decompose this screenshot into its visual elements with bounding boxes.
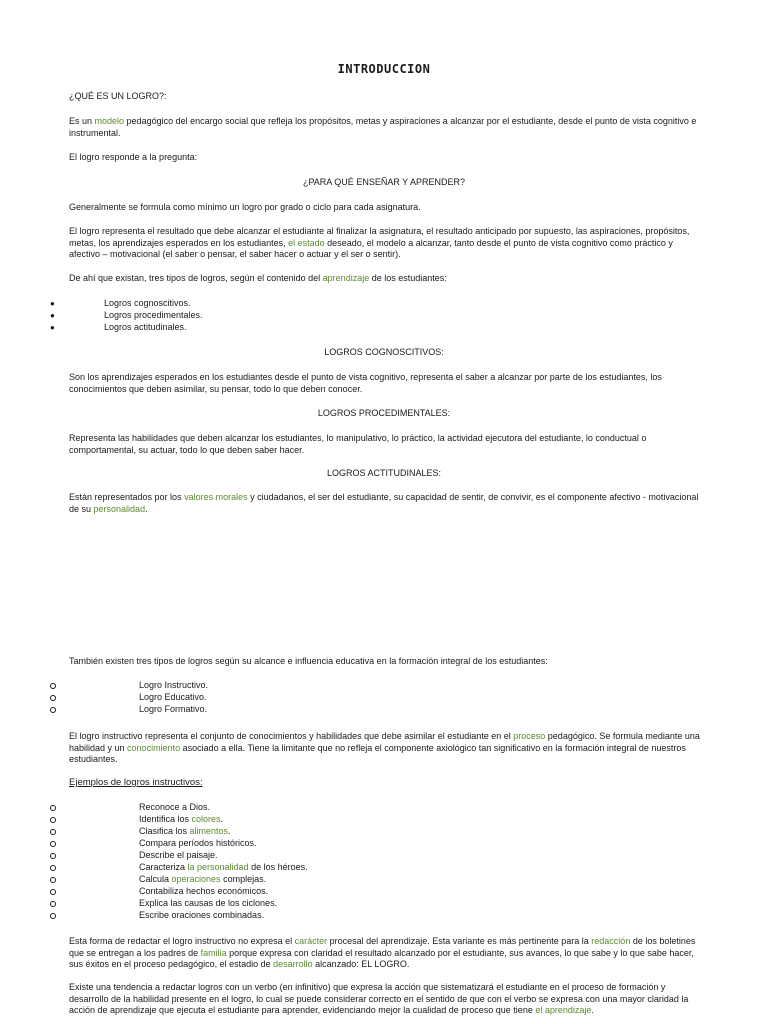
link-desarrollo[interactable]: desarrollo	[273, 959, 313, 969]
text-run: y ciudadanos, el ser del estudiante, su capacidad de sentir, de convivir, es el componente afectivo - motivacional de su	[69, 492, 699, 514]
text-run: El logro representa el resultado que debe alcanzar el estudiante al finalizar la asignatura, el resultado anticipado por supuesto, las aspiraciones, propósitos, metas, los aprendizajes esperados en los estudiantes,	[69, 226, 690, 248]
circle-bullet-icon	[50, 805, 56, 811]
section-heading-actitudinales: LOGROS ACTITUDINALES:	[326, 468, 442, 478]
list-item	[139, 850, 218, 862]
circle-bullet-icon	[50, 707, 56, 713]
list-item: Logros actitudinales.	[104, 322, 187, 332]
text-run: Es un	[69, 116, 95, 126]
list-item: Logros procedimentales.	[104, 310, 203, 320]
text-run: .	[228, 826, 231, 836]
link-conocimiento[interactable]: conocimiento	[127, 742, 181, 753]
text-run: .	[220, 814, 224, 824]
text-run: deseado, el modelo a alcanzar, tanto desde el punto de vista cognitivo como práctico y afectivo – motivacional (el saber o pensar, el saber hacer o actuar y el ser o sentir).	[69, 237, 673, 259]
text-run: de los boletines que se entregan a los padres de	[69, 936, 696, 958]
text-run: de los héroes.	[248, 862, 308, 872]
text-run: Calcula	[139, 874, 172, 884]
circle-bullet-icon	[50, 913, 56, 919]
link-familia[interactable]: familia	[200, 947, 227, 958]
link-modelo[interactable]: modelo	[94, 116, 125, 126]
bullet-icon: ●	[50, 299, 55, 308]
paragraph-tendencia	[69, 982, 701, 1017]
text-run: De ahí que existan, tres tipos de logros, según el contenido del	[69, 273, 323, 283]
text-run: pedagógico del encargo social que refleja los propósitos, metas y aspiraciones a alcanzar por el estudiante, desde el punto de vista cognitivo e instrumental.	[69, 116, 697, 138]
link-la-personalidad[interactable]: la personalidad	[187, 862, 249, 872]
text-run: Clasifica los	[139, 826, 190, 836]
text-run: Existe una tendencia a redactar logros con un verbo (en infinitivo) que expresa la acción que sistematizará el estudiante en el proceso de formación y desarrollo de la habilidad presente en el logro, lo cual se puede considerar correcto en el sentido de que con el verbo se expresa con una mayor claridad la acción de aprendizaje que ejecuta el estudiante para aprender, evidenciando mejor la cualidad de proceso que tiene	[69, 982, 689, 1015]
text-run: Caracteriza	[139, 862, 188, 872]
circle-bullet-icon	[50, 683, 56, 689]
link-colores[interactable]: colores	[191, 814, 221, 824]
examples-heading: Ejemplos de logros instructivos:	[69, 777, 203, 788]
link-aprendizaje[interactable]: aprendizaje	[322, 273, 370, 283]
link-proceso[interactable]: proceso	[513, 731, 546, 741]
circle-bullet-icon	[50, 901, 56, 907]
link-valores-morales[interactable]: valores morales	[184, 492, 248, 502]
page-title: INTRODUCCION	[337, 62, 431, 76]
list-item	[139, 886, 268, 898]
text-run: Identifica los	[139, 814, 192, 824]
text-run: Están representados por los	[69, 492, 185, 502]
text-run: procesal del aprendizaje. Esta variante es más pertinente para la	[327, 936, 592, 946]
paragraph-question-intro: El logro responde a la pregunta:	[69, 152, 198, 162]
paragraph-alcance: También existen tres tipos de logros según su alcance e influencia educativa en la formación integral de los estudiantes:	[69, 656, 548, 666]
paragraph-definition	[69, 116, 701, 139]
circle-bullet-icon	[50, 829, 56, 835]
circle-bullet-icon	[50, 889, 56, 895]
text-run: porque expresa con claridad el resultado alcanzado por el estudiante, sus avances, lo que sabe y lo que sabe hacer, sus éxitos en el proceso pedagógico, el estadio de	[69, 947, 694, 969]
circle-bullet-icon	[50, 817, 56, 823]
text-run: Explica las causas de los ciclones.	[139, 898, 278, 908]
list-item	[139, 826, 231, 838]
text-run: de los estudiantes:	[369, 273, 447, 283]
text-run: El logro instructivo representa el conjunto de conocimientos y habilidades que debe asimilar el estudiante en el	[69, 731, 514, 741]
link-redaccion[interactable]: redacción	[591, 936, 631, 946]
link-el-aprendizaje[interactable]: el aprendizaje	[535, 1005, 592, 1015]
text-run: Escribe oraciones combinadas.	[139, 910, 265, 920]
link-caracter[interactable]: carácter	[294, 936, 328, 946]
list-item	[139, 910, 264, 922]
text-run: Reconoce a Dios.	[139, 802, 211, 812]
circle-bullet-icon	[50, 877, 56, 883]
paragraph-boletines	[69, 936, 701, 971]
circle-bullet-icon	[50, 865, 56, 871]
list-item: Logro Educativo.	[139, 692, 207, 702]
text-run: asociado a ella. Tiene la limitante que no refleja el componente axiológico tan significativo en la formación integral de nuestros estudiantes.	[69, 742, 686, 764]
bullet-icon: ●	[50, 311, 55, 320]
paragraph-cognoscitivos: Son los aprendizajes esperados en los estudiantes desde el punto de vista cognitivo, representa el saber a alcanzar por parte de los estudiantes, los conocimientos que deben asimilar, su pensar, todo lo que deben conocer.	[69, 372, 662, 394]
list-item: Logros cognoscitivos.	[104, 298, 191, 308]
list-item	[139, 802, 210, 814]
text-run: .	[591, 1005, 594, 1015]
paragraph-represents	[69, 226, 701, 261]
text-run: Compara períodos históricos.	[139, 838, 257, 848]
circle-bullet-icon	[50, 695, 56, 701]
section-heading-cognoscitivos: LOGROS COGNOSCITIVOS:	[324, 347, 444, 357]
paragraph-types	[69, 273, 701, 285]
paragraph-procedimentales: Representa las habilidades que deben alcanzar los estudiantes, lo manipulativo, lo práctico, la actividad ejecutora del estudiante, lo conductual o comportamental, su actuar, todo lo que deben saber hacer.	[69, 433, 647, 455]
link-el-estado[interactable]: el estado	[288, 237, 325, 248]
paragraph-actitudinales	[69, 492, 701, 515]
list-item	[139, 814, 223, 826]
list-item: Logro Formativo.	[139, 704, 208, 714]
circle-bullet-icon	[50, 853, 56, 859]
bullet-icon: ●	[50, 323, 55, 332]
list-item: Logro Instructivo.	[139, 680, 209, 690]
text-run: Esta forma de redactar el logro instructivo no expresa el	[69, 936, 295, 946]
section-heading-procedimentales: LOGROS PROCEDIMENTALES:	[317, 408, 451, 418]
circle-bullet-icon	[50, 841, 56, 847]
question-centered: ¿PARA QUÉ ENSEÑAR Y APRENDER?	[302, 177, 466, 187]
list-item	[139, 862, 308, 874]
paragraph-instructivo	[69, 731, 701, 766]
text-run: complejas.	[220, 874, 267, 884]
text-run: .	[145, 503, 148, 514]
paragraph-general: Generalmente se formula como mínimo un logro por grado o ciclo para cada asignatura.	[69, 202, 421, 212]
link-personalidad[interactable]: personalidad	[93, 503, 146, 514]
question-heading: ¿QUÉ ES UN LOGRO?:	[69, 91, 167, 101]
list-item	[139, 898, 277, 910]
text-run: Describe el paisaje.	[139, 850, 218, 860]
text-run: alcanzado: EL LOGRO.	[312, 959, 410, 969]
text-run: Contabiliza hechos económicos.	[139, 886, 269, 896]
link-operaciones[interactable]: operaciones	[171, 874, 221, 884]
list-item	[139, 874, 266, 886]
link-alimentos[interactable]: alimentos	[189, 826, 229, 836]
text-run: pedagógico. Se formula mediante una habilidad y un	[69, 731, 700, 753]
list-item	[139, 838, 257, 850]
